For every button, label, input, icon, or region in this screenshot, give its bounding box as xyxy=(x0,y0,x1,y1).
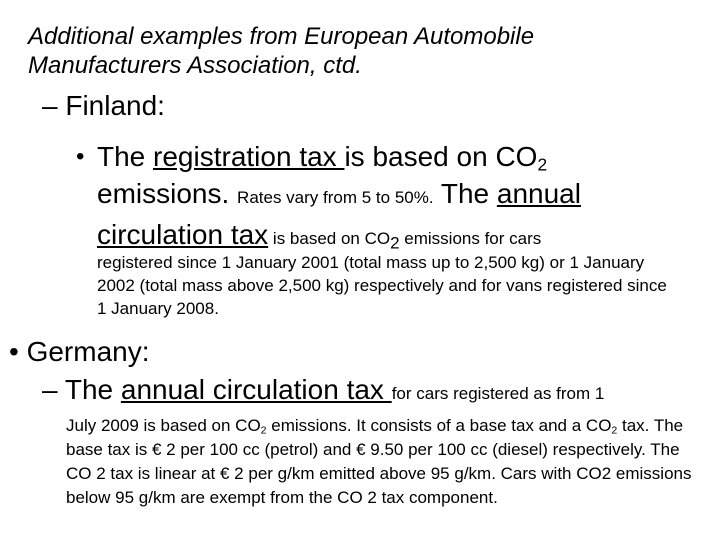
finland-heading: – Finland: xyxy=(42,90,165,121)
text-run: is based on CO xyxy=(268,229,391,248)
germany-detail-text xyxy=(66,414,706,510)
germany-heading: • Germany: xyxy=(9,336,150,367)
text-run: July 2009 is based on CO xyxy=(66,416,261,435)
text-run: The xyxy=(433,178,497,209)
annual-circulation-tax-term: annual circulation tax xyxy=(120,374,392,405)
text-run: The xyxy=(97,141,154,172)
slide-title xyxy=(28,22,708,80)
finland-detail-text: registered since 1 January 2001 (total mass up to 2,500 kg) or 1 January 2002 (total mass above 2,500 kg) respectively and for vans registered since 1 January 2008. xyxy=(97,253,667,318)
text-run: emissions for cars xyxy=(399,229,542,248)
subscript: 2 xyxy=(611,424,618,437)
subscript: 2 xyxy=(260,424,267,437)
finland-bullet xyxy=(76,138,686,257)
text-run: – The xyxy=(42,374,121,405)
bullet-marker: • xyxy=(76,143,85,170)
text-run: for cars registered as from 1 xyxy=(391,384,605,403)
text-run: emissions. xyxy=(97,178,238,209)
rates-text: Rates vary from 5 to 50%. xyxy=(237,188,434,207)
registration-tax-term: registration tax xyxy=(153,141,345,172)
title-line-1: Additional examples from European Automobile xyxy=(28,23,535,50)
finland-bullet-text xyxy=(97,138,686,257)
germany-subitem xyxy=(42,372,717,412)
text-run: emissions. It consists of a base tax and a CO xyxy=(266,416,612,435)
title-line-2: Manufacturers Association, ctd. xyxy=(28,52,362,79)
subscript: 2 xyxy=(537,154,548,175)
subscript: 2 xyxy=(390,233,400,253)
text-run: tax. The base tax is € 2 per 100 cc (petrol) and € 9.50 per 100 cc (diesel) respectively. The CO 2 tax is linear at € 2 per g/km emitted above 95 g/km. Cars with CO2 emissions below 95 g/km are exempt from the CO 2 tax component. xyxy=(66,416,692,507)
annual-circulation-tax-term: annual circulation tax xyxy=(97,178,581,250)
text-run: is based on CO xyxy=(344,141,538,172)
